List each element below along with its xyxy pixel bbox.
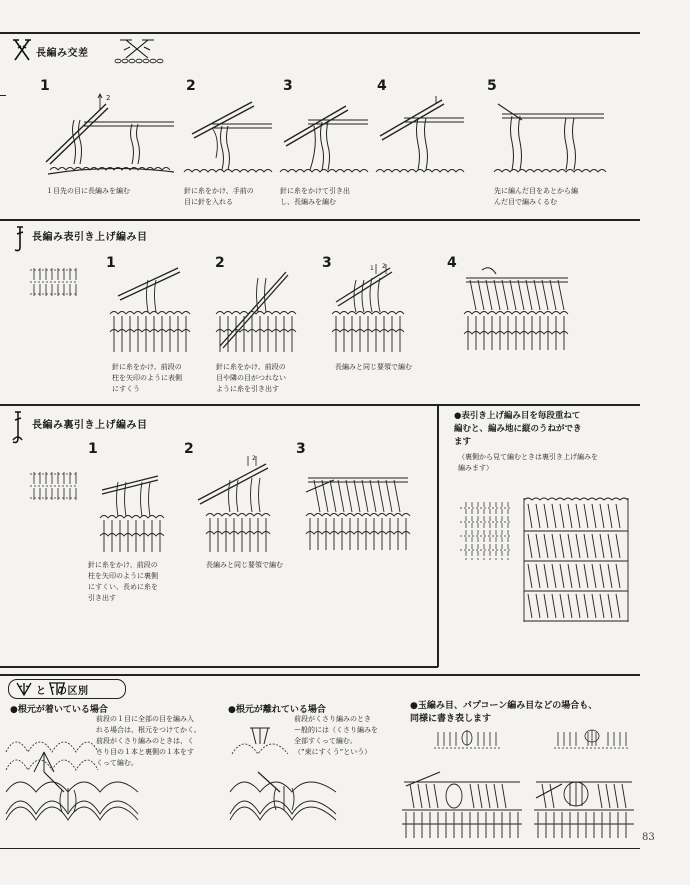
section2-step-1: 1 <box>106 255 116 271</box>
section2-step-3: 3 <box>322 255 332 271</box>
section2-illustration-4 <box>462 266 572 354</box>
section3-box-right <box>437 404 439 667</box>
section3-top-rule <box>0 404 640 406</box>
section2-caption-2: 針に糸をかけ、前段の 目や隣の目がつれない ように糸を引き出す <box>216 363 286 393</box>
section3-caption-1: 針に糸をかけ、前段の 柱を矢印のように裏側 にすくい、長めに糸を 引き出す <box>88 561 158 602</box>
section4-symbol-bobble <box>432 726 502 752</box>
svg-text:2: 2 <box>252 455 256 462</box>
section2-top-rule <box>0 219 640 221</box>
section3-illustration-2 <box>196 452 276 556</box>
page-number: 83 <box>642 832 655 843</box>
section4-symbol-separate <box>230 724 290 760</box>
svg-text:2: 2 <box>382 263 386 270</box>
section1-illustration-5 <box>492 96 612 180</box>
section4-sub2: ●根元が離れている場合 <box>228 705 326 715</box>
section2-title: 長編み表引き上げ編み目 <box>32 232 148 243</box>
section4-top-rule <box>0 674 640 676</box>
section1-symbol-diagram <box>112 36 164 66</box>
section1-caption-4: 先に編んだ目をあとから編 んだ目で編みくるむ <box>494 187 578 206</box>
section2-illustration-1 <box>108 266 194 356</box>
section4-sub2-text: 前段がくさり編みのとき ー般的には（くさり編みを 全部すくって編む。 （”束にすくう”という） <box>294 715 378 756</box>
section1-caption-3: 針に糸をかけて引き出 し、長編みを編む <box>280 187 350 206</box>
section4-illustration-separate <box>228 768 338 830</box>
section3-note-sub: （裏側から見て編むときは裏引き上げ編みを 編みます） <box>458 453 598 472</box>
section2-step-4: 4 <box>447 255 457 271</box>
section3-step-3: 3 <box>296 441 306 457</box>
section3-caption-2: 長編みと同じ要領で編む <box>206 561 283 569</box>
section2-illustration-2 <box>214 266 300 356</box>
section3-title: 長編み裏引き上げ編み目 <box>32 420 148 431</box>
section3-note-title: ●表引き上げ編み目を毎段重ねて 編むと、編み地に縦のうねができ ます <box>454 411 582 447</box>
section4-title: と の区別 <box>36 686 89 697</box>
section3-step-2: 2 <box>184 441 194 457</box>
section2-caption-1: 針に糸をかけ、前段の 柱を矢印のように表側 にすくう <box>112 363 182 393</box>
back-post-symbol-icon <box>10 410 26 450</box>
section2-symbol-diagram <box>26 260 82 300</box>
section4-sub1-text: 前段の１目に全部の目を編み入 れる場合は、根元をつけてかく。 前段がくさり編みのときは、く さり目の１本と裏側の１本をす くって編む。 <box>96 715 201 767</box>
section3-symbol-diagram <box>26 464 82 504</box>
section4-illustration-bobble <box>400 768 524 840</box>
section3-knit-swatch <box>522 494 630 626</box>
section3-illustration-3 <box>304 462 412 554</box>
svg-text:2: 2 <box>106 94 111 102</box>
left-margin-mark <box>0 95 6 96</box>
section1-illustration-4 <box>374 96 466 180</box>
section1-caption-2: 針に糸をかけ、手前の 目に針を入れる <box>184 187 254 206</box>
section4-sub1: ●根元が着いている場合 <box>10 705 108 715</box>
section1-step-3: 3 <box>283 78 293 94</box>
cross-stitch-symbol-icon <box>12 38 32 66</box>
section2-caption-3: 長編みと同じ要領で編む <box>335 363 412 371</box>
page-bottom-rule <box>0 848 640 849</box>
section3-step-1: 1 <box>88 441 98 457</box>
section1-illustration-1 <box>44 92 176 180</box>
front-post-symbol-icon <box>12 225 28 257</box>
section1-illustration-2 <box>182 96 274 180</box>
section4-illustration-joined <box>4 768 140 830</box>
joined-base-symbol-icon <box>15 681 33 701</box>
section1-step-5: 5 <box>487 78 497 94</box>
svg-text:1: 1 <box>370 265 374 272</box>
section1-step-4: 4 <box>377 78 387 94</box>
section1-step-1: 1 <box>40 78 50 94</box>
section3-illustration-1 <box>98 466 168 556</box>
section4-symbol-popcorn <box>552 726 632 752</box>
section2-illustration-3 <box>330 262 410 356</box>
section4-illustration-popcorn <box>532 768 636 840</box>
section3-box-bottom <box>0 666 438 668</box>
section1-title: 長編み交差 <box>36 48 89 59</box>
section2-step-2: 2 <box>215 255 225 271</box>
section1-caption-1: １目先の目に長編みを編む <box>46 187 130 195</box>
section1-top-rule <box>0 32 640 34</box>
section1-step-2: 2 <box>186 78 196 94</box>
section1-illustration-3 <box>278 96 370 180</box>
section3-symbol-grid <box>458 498 514 564</box>
section4-sub3: ●玉編み目、パプコーン編み目などの場合も、 同様に書き表します <box>410 701 598 724</box>
